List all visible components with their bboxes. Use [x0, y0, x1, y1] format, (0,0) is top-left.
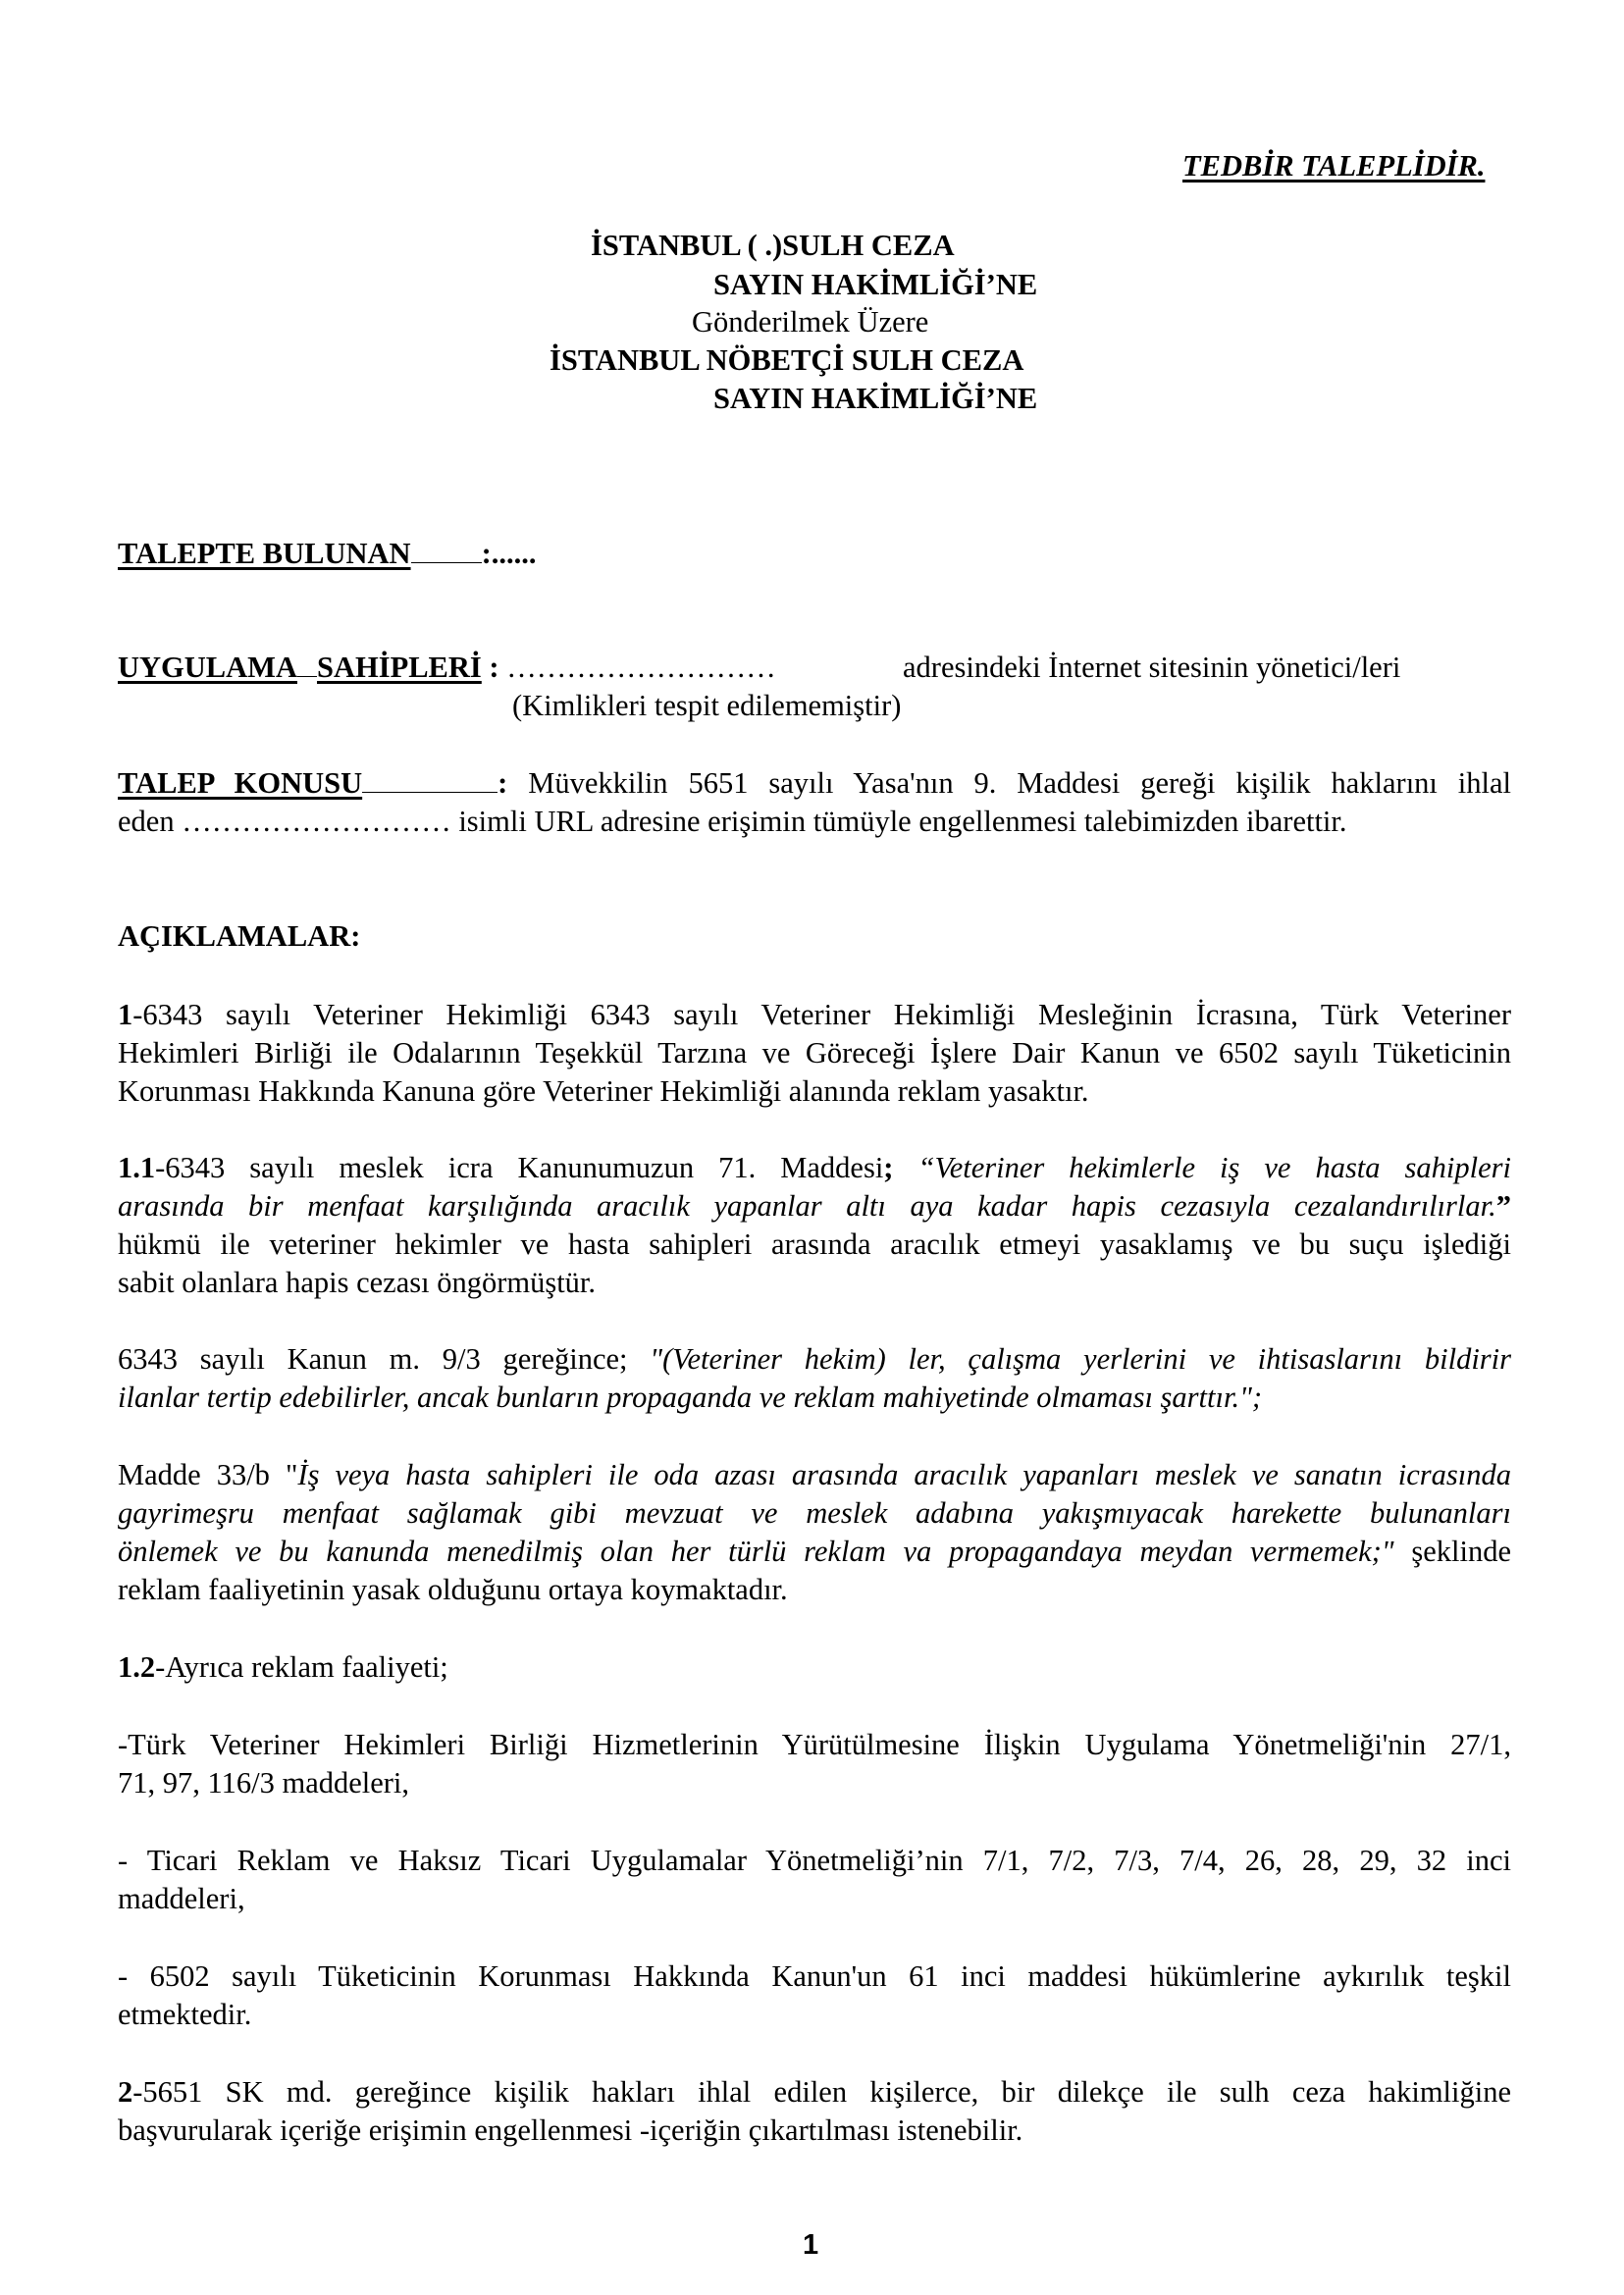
p13-quote-1: İş veya hasta sahipleri ile oda azası arasında aracılık yapanları meslek ve sanatın icrasında	[297, 1458, 1511, 1491]
bullet-1-line-1: -Türk Veteriner Hekimleri Birliği Hizmetlerinin Yürütülmesine İlişkin Uygulama Yönetmeliği'nin 27/1,	[118, 1728, 1511, 1761]
uygulama-sahipleri-row	[118, 649, 776, 686]
page-number: 1	[803, 2229, 819, 2261]
talepte-bulunan-value: :......	[481, 537, 537, 570]
aciklamalar-heading: AÇIKLAMALAR:	[118, 919, 361, 953]
p12-text-a: 6343 sayılı Kanun m. 9/3 gereğince;	[118, 1342, 628, 1376]
talep-konusu-eden: eden	[118, 805, 175, 838]
p2-text: -Ayrıca reklam faaliyeti;	[155, 1650, 448, 1684]
court-line-3: Gönderilmek Üzere	[692, 305, 929, 339]
p1-number: 1	[118, 998, 133, 1031]
p13-line-4: reklam faaliyetinin yasak olduğunu ortaya koymaktadır.	[118, 1573, 788, 1606]
underline-filler	[297, 674, 317, 677]
p13-line-3	[118, 1533, 1511, 1570]
talepte-bulunan-row	[118, 535, 536, 572]
p11-semicolon: ;	[883, 1151, 894, 1184]
p3-line-2: başvurularak içeriğe erişimin engellenmesi -içeriğin çıkartılması istenebilir.	[118, 2113, 1023, 2147]
p12-line-2: ilanlar tertip edebilirler, ancak bunların propaganda ve reklam mahiyetinde olmaması şarttır.";	[118, 1381, 1263, 1414]
p1-text-1: -6343 sayılı Veteriner Hekimliği 6343 sayılı Veteriner Hekimliği Mesleğinin İcrasına, Türk Veteriner	[132, 998, 1511, 1031]
p2-line	[118, 1648, 448, 1686]
p1-line-3: Korunması Hakkında Kanuna göre Veteriner Hekimliği alanında reklam yasaktır.	[118, 1074, 1089, 1108]
p11-text-a: -6343 sayılı meslek icra Kanunumuzun 71. Maddesi	[155, 1151, 884, 1184]
court-line-1: İSTANBUL ( .)SULH CEZA	[591, 229, 955, 262]
p13-text-a: Madde 33/b "	[118, 1458, 298, 1491]
bullet-1-line-2: 71, 97, 116/3 maddeleri,	[118, 1766, 410, 1799]
underline-filler	[362, 790, 498, 793]
p11-quote-1: “Veteriner hekimlerle iş ve hasta sahipleri	[917, 1151, 1511, 1184]
talep-konusu-colon: :	[498, 766, 508, 800]
talep-konusu-line-2	[118, 803, 1511, 840]
p3-text-1: -5651 SK md. gereğince kişilik hakları ihlal edilen kişilerce, bir dilekçe ile sulh ceza hakimliğine	[132, 2075, 1511, 2109]
talep-konusu-line-1	[118, 764, 1511, 802]
court-line-2: SAYIN HAKİMLİĞİ’NE	[713, 268, 1038, 301]
uygulama-note: (Kimlikleri tespit edilememiştir)	[512, 689, 902, 722]
p11-line-2	[118, 1187, 1511, 1225]
court-line-5: SAYIN HAKİMLİĞİ’NE	[713, 382, 1038, 415]
bullet-3-line-2: etmektedir.	[118, 1998, 252, 2031]
p11-number: 1.1	[118, 1151, 156, 1184]
uygulama-label-1: UYGULAMA	[118, 651, 297, 684]
bullet-2-line-1: - Ticari Reklam ve Haksız Ticari Uygulamalar Yönetmeliği’nin 7/1, 7/2, 7/3, 7/4, 26, 28, 29, 32 inci	[118, 1844, 1511, 1877]
p13-quote-3: önlemek ve bu kanunda menedilmiş olan her türlü reklam va propagandaya meydan vermemek;"	[118, 1535, 1394, 1568]
p3-line-1	[118, 2073, 1511, 2111]
tedbir-heading: TEDBİR TALEPLİDİR.	[1182, 149, 1486, 183]
talep-konusu-dots: ………………………	[182, 805, 451, 838]
talep-konusu-text-1: Müvekkilin 5651 sayılı Yasa'nın 9. Maddesi gereği kişilik haklarını ihlal	[528, 766, 1512, 800]
bullet-3-line-1: - 6502 sayılı Tüketicinin Korunması Hakkında Kanun'un 61 inci maddesi hükümlerine aykırılık teşkil	[118, 1959, 1511, 1993]
uygulama-value: ………………………	[506, 651, 776, 684]
p11-quote-2: arasında bir menfaat karşılığında aracılık yapanlar altı aya kadar hapis cezasıyla cezalandırılırlar.	[118, 1189, 1496, 1223]
talepte-bulunan-label: TALEPTE BULUNAN	[118, 537, 411, 570]
p1-line-2: Hekimleri Birliği ile Odalarının Teşekkül Tarzına ve Göreceği İşlere Dair Kanun ve 6502 sayılı Tüketicinin	[118, 1036, 1511, 1069]
talep-konusu-text-2: isimli URL adresine erişimin tümüyle engellenmesi talebimizden ibarettir.	[458, 805, 1347, 838]
p11-line-3: hükmü ile veteriner hekimler ve hasta sahipleri arasında aracılık etmeyi yasaklamış ve bu suçu işlediği	[118, 1227, 1511, 1261]
uygulama-label-2: SAHİPLERİ	[317, 651, 482, 684]
p1-line-1	[118, 996, 1511, 1033]
p12-line-1	[118, 1340, 1511, 1378]
p11-line-1	[118, 1149, 1511, 1186]
underline-filler	[411, 560, 482, 563]
court-line-4: İSTANBUL NÖBETÇİ SULH CEZA	[550, 343, 1024, 377]
p2-number: 1.2	[118, 1650, 156, 1684]
p11-quote-end: ”	[1495, 1189, 1511, 1223]
uygulama-colon: :	[489, 651, 499, 684]
uygulama-description: adresindeki İnternet sitesinin yönetici/leri	[903, 651, 1401, 684]
p3-number: 2	[118, 2075, 133, 2109]
p13-line-1	[118, 1456, 1511, 1493]
p12-quote-1: "(Veteriner hekim) ler, çalışma yerlerini ve ihtisaslarını bildirir	[650, 1342, 1512, 1376]
talep-konusu-label: TALEP KONUSU	[118, 766, 363, 800]
p13-seklinde: şeklinde	[1411, 1535, 1512, 1568]
p13-line-2: gayrimeşru menfaat sağlamak gibi mevzuat ve meslek adabına yakışmıyacak harekette bulunanları	[118, 1496, 1511, 1530]
p11-line-4: sabit olanlara hapis cezası öngörmüştür.	[118, 1266, 597, 1299]
bullet-2-line-2: maddeleri,	[118, 1882, 245, 1915]
